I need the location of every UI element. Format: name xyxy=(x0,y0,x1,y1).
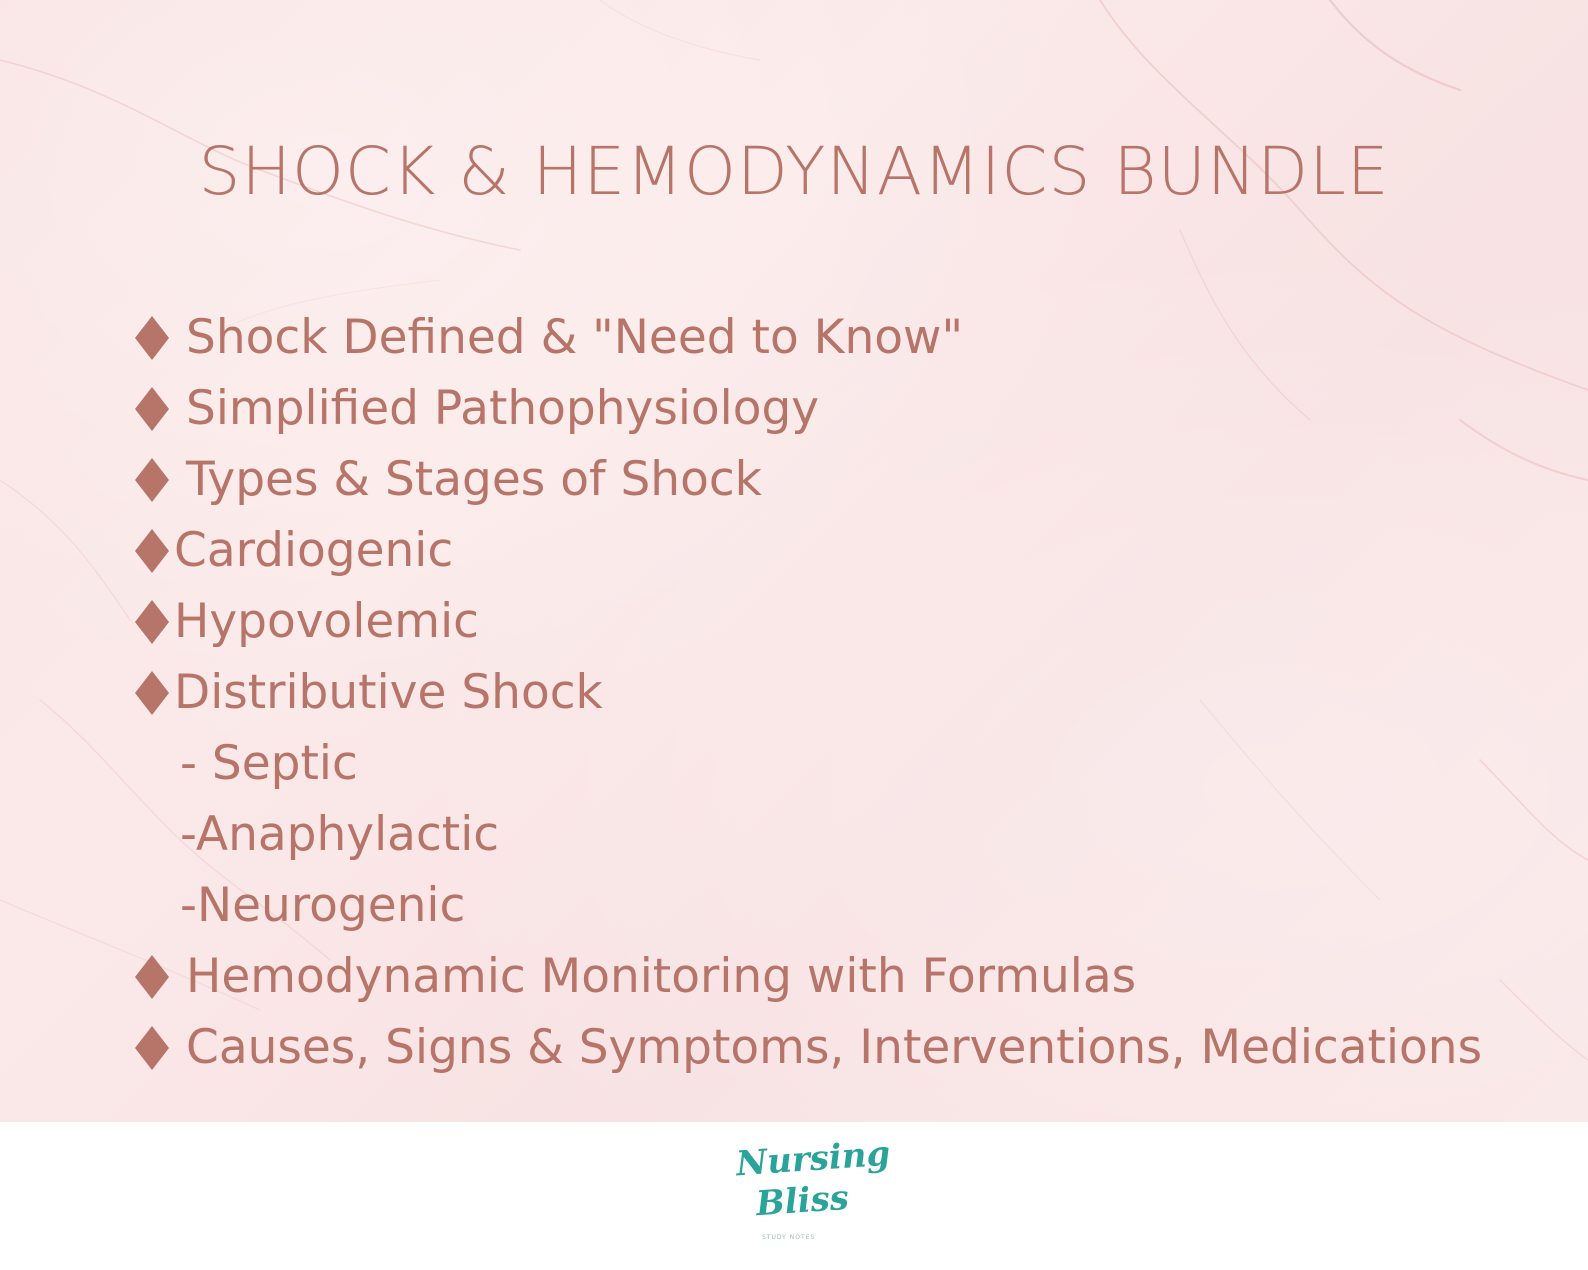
list-item xyxy=(132,941,1552,1012)
list-item xyxy=(132,657,1552,728)
logo-tagline: STUDY NOTES xyxy=(762,1234,816,1241)
diamond-icon xyxy=(132,952,172,1002)
list-item-label: Causes, Signs & Symptoms, Interventions, Medications xyxy=(186,1020,1483,1075)
list-item xyxy=(132,302,1552,373)
diamond-icon xyxy=(132,597,172,647)
sub-list-item xyxy=(132,870,1552,941)
sub-list-item-label: - Septic xyxy=(180,736,358,791)
diamond-icon xyxy=(132,1023,172,1073)
list-item xyxy=(132,586,1552,657)
list-item-label: Hypovolemic xyxy=(174,594,479,649)
list-item-label: Simplified Pathophysiology xyxy=(186,381,820,436)
list-item-label: Hemodynamic Monitoring with Formulas xyxy=(186,949,1137,1004)
topic-list xyxy=(132,302,1552,1083)
list-item-label: Types & Stages of Shock xyxy=(186,452,762,507)
diamond-icon xyxy=(132,668,172,718)
diamond-icon xyxy=(132,455,172,505)
sub-list-item-label: -Anaphylactic xyxy=(180,807,500,862)
sub-list-item xyxy=(132,799,1552,870)
diamond-icon xyxy=(132,526,172,576)
logo-line-1: Nursing xyxy=(734,1133,892,1185)
list-item xyxy=(132,373,1552,444)
sub-list-item xyxy=(132,728,1552,799)
list-item xyxy=(132,1012,1552,1083)
page-title: SHOCK & HEMODYNAMICS BUNDLE xyxy=(198,133,1390,210)
list-item-label: Distributive Shock xyxy=(174,665,603,720)
logo-line-2: Bliss xyxy=(754,1177,851,1225)
list-item xyxy=(132,515,1552,586)
sub-list-item-label: -Neurogenic xyxy=(180,878,466,933)
diamond-icon xyxy=(132,384,172,434)
list-item xyxy=(132,444,1552,515)
brand-logo xyxy=(734,1133,892,1258)
list-item-label: Shock Defined & "Need to Know" xyxy=(186,310,964,365)
list-item-label: Cardiogenic xyxy=(174,523,454,578)
diamond-icon xyxy=(132,313,172,363)
